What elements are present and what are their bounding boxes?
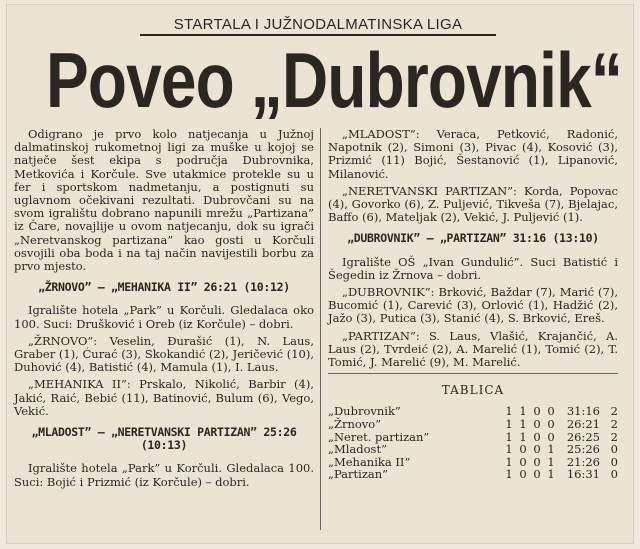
table-cell-team: „Dubrovnik” bbox=[328, 404, 401, 419]
table-cell-l: 0 bbox=[547, 404, 555, 419]
table-cell-score: 16:31 bbox=[566, 467, 600, 482]
headline: Poveo „Dubrovnik“ bbox=[46, 36, 623, 124]
table-cell-p: 1 bbox=[505, 417, 513, 432]
table-cell-pts: 0 bbox=[610, 467, 618, 482]
table-cell-p: 1 bbox=[505, 442, 513, 457]
match-venue: Igralište hotela „Park” u Korčuli. Gledalaca oko 100. Suci: Drušković i Oreb (iz Korčule) – dobri. bbox=[14, 303, 314, 331]
table-cell-pts: 2 bbox=[610, 404, 618, 419]
left-column bbox=[14, 128, 314, 493]
section-kicker: STARTALA I JUŽNODALMATINSKA LIGA bbox=[140, 16, 496, 36]
table-row bbox=[328, 418, 618, 431]
rule bbox=[328, 373, 618, 374]
table-cell-d: 0 bbox=[533, 404, 541, 419]
table-cell-team: „Partizan” bbox=[328, 467, 389, 482]
table-cell-p: 1 bbox=[505, 467, 513, 482]
table-cell-l: 1 bbox=[547, 467, 555, 482]
table-cell-w: 0 bbox=[519, 442, 527, 457]
table-cell-d: 0 bbox=[533, 429, 541, 444]
table-cell-d: 0 bbox=[533, 442, 541, 457]
table-row bbox=[328, 443, 618, 456]
team-lineup: „MEHANIKA II”: Prskalo, Nikolić, Barbir (4), Jakić, Raić, Bebić (11), Batinović, Bulum (6), Vego, Vekić. bbox=[14, 377, 314, 418]
table-cell-d: 0 bbox=[533, 454, 541, 469]
table-cell-w: 1 bbox=[519, 404, 527, 419]
table-cell-w: 1 bbox=[519, 417, 527, 432]
match-venue: Igralište OŠ „Ivan Gundulić”. Suci Batistić i Šegedin iz Žrnova – dobri. bbox=[328, 254, 618, 282]
table-cell-score: 25:26 bbox=[566, 442, 600, 457]
table-cell-w: 0 bbox=[519, 454, 527, 469]
table-cell-score: 26:21 bbox=[566, 417, 600, 432]
table-cell-d: 0 bbox=[533, 417, 541, 432]
team-lineup: „DUBROVNIK”: Brković, Baždar (7), Marić (7), Bucomić (1), Carević (3), Orlović (1), Hadžić (2), Jažo (3), Putica (3), Stanić (4), S. Brković, Ereš. bbox=[328, 285, 618, 326]
table-cell-l: 0 bbox=[547, 417, 555, 432]
table-cell-w: 0 bbox=[519, 467, 527, 482]
match-venue: Igralište hotela „Park” u Korčuli. Gledalaca 100. Suci: Bojić i Prizmić (iz Korčule) – dobri. bbox=[14, 461, 314, 489]
table-cell-score: 21:26 bbox=[566, 454, 600, 469]
table-cell-l: 1 bbox=[547, 454, 555, 469]
table-cell-w: 1 bbox=[519, 429, 527, 444]
team-lineup: „NERETVANSKI PARTIZAN”: Korda, Popovac (4), Govorko (6), Z. Puljević, Tikveša (7), Bjelajac, Baffo (6), Mateljak (2), Vekić, J. Puljević (1). bbox=[328, 183, 618, 225]
table-cell-l: 1 bbox=[547, 442, 555, 457]
table-cell-pts: 0 bbox=[610, 454, 618, 469]
table-cell-pts: 2 bbox=[610, 417, 618, 432]
match-heading: „MLADOST” – „NERETVANSKI PARTIZAN” 25:26 (10:13) bbox=[31, 425, 297, 453]
table-cell-pts: 2 bbox=[610, 429, 618, 444]
table-cell-pts: 0 bbox=[610, 442, 618, 457]
team-lineup: „PARTIZAN”: S. Laus, Vlašić, Krajančić, A. Laus (2), Tvrdeić (2), A. Marelić (1), Tomić (2), T. Tomić, J. Marelić (9), M. Marelić. bbox=[328, 328, 618, 370]
table-row bbox=[328, 468, 618, 481]
match-heading: „DUBROVNIK” – „PARTIZAN” 31:16 (13:10) bbox=[347, 231, 599, 246]
table-cell-d: 0 bbox=[533, 467, 541, 482]
table-cell-team: „Mladost” bbox=[328, 442, 387, 457]
intro-paragraph: Odigrano je prvo kolo natjecanja u Južnoj dalmatinskoj rukometnoj ligi za muške u kojoj se natječe šest ekipa s područja Dubrovnika, Metkovića i Korčule. Sve utakmice protekle su u fer i sportskom nadmetanju, a postignuti su uglavnom očekivani rezultati. Dubrovčani su na svom igralištu dobrano napunili mrežu „Partizana” iz Čare, novajlije u ovom natjecanju, dok su igrači „Neretvanskog partizana” kao gosti u Korčuli osvojili oba boda i na taj način navijestili borbu za prvo mjesto. bbox=[14, 127, 314, 274]
table-cell-p: 1 bbox=[505, 429, 513, 444]
table-cell-p: 1 bbox=[505, 404, 513, 419]
table-cell-score: 26:25 bbox=[566, 429, 600, 444]
team-lineup: „ŽRNOVO”: Veselin, Đurašić (1), N. Laus, Graber (1), Ćurać (3), Skokandić (2), Jeričević (10), Duhović (4), Batistić (4), Mamula (1), I. Laus. bbox=[14, 333, 314, 375]
match-heading: „ŽRNOVO” – „MEHANIKA II” 26:21 (10:12) bbox=[38, 280, 290, 295]
table-cell-p: 1 bbox=[505, 454, 513, 469]
table-cell-team: „Neret. partizan” bbox=[328, 429, 430, 444]
table-cell-l: 0 bbox=[547, 429, 555, 444]
table-cell-score: 31:16 bbox=[566, 404, 600, 419]
table-cell-team: „Mehanika II” bbox=[328, 454, 411, 469]
right-column bbox=[328, 128, 618, 481]
team-lineup: „MLADOST”: Veraca, Petković, Radonić, Napotnik (2), Simoni (3), Pivac (4), Kosović (3), Prizmić (11) Bojić, Šestanović (1), Lipanović, Milanović. bbox=[328, 127, 618, 181]
table-cell-team: „Žrnovo” bbox=[328, 417, 382, 432]
column-divider bbox=[320, 128, 321, 530]
standings-table bbox=[328, 405, 618, 481]
table-title: TABLICA bbox=[441, 383, 505, 398]
